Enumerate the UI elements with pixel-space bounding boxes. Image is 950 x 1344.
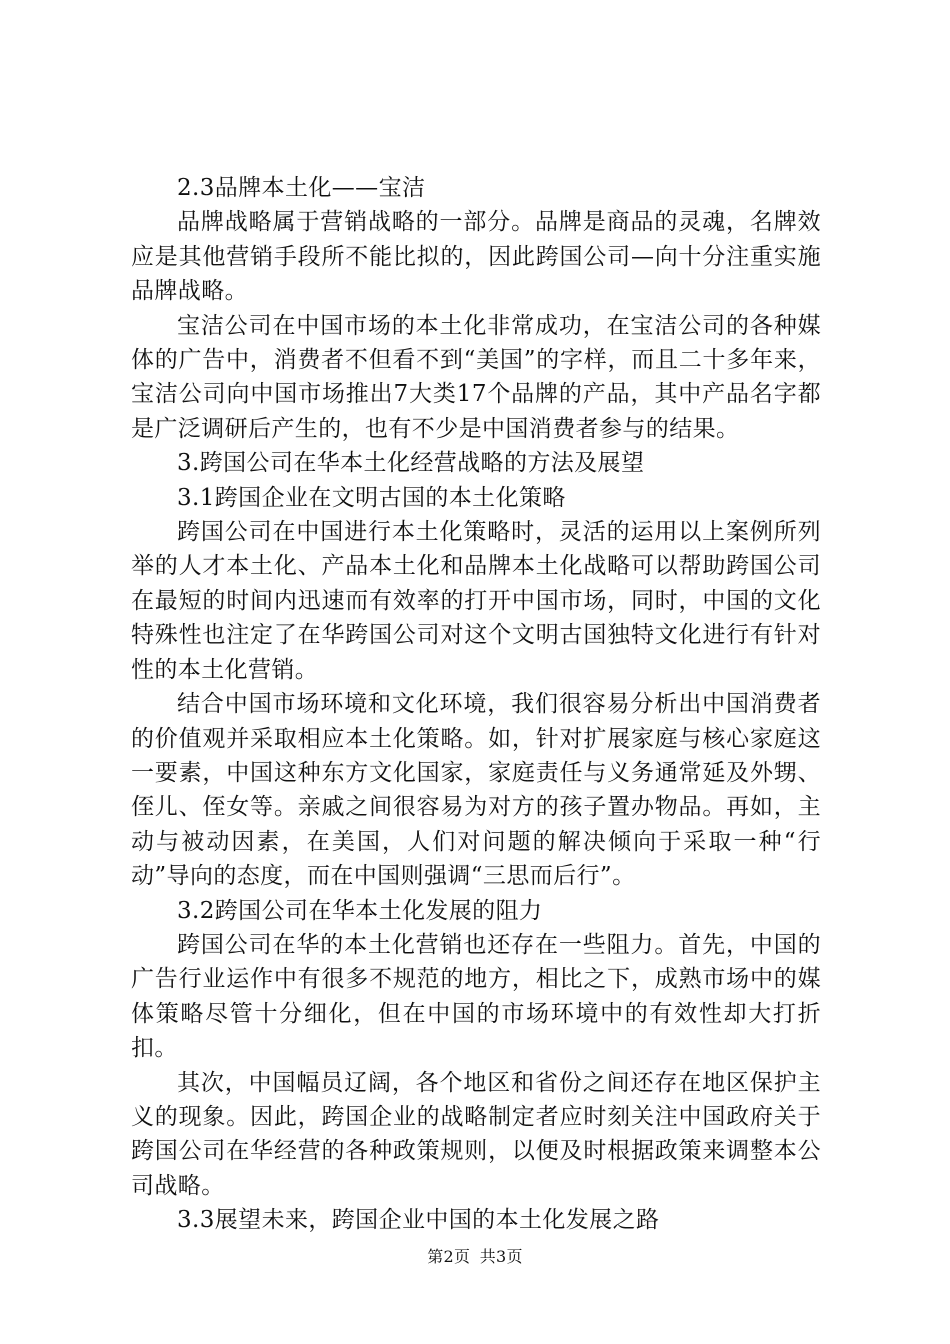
paragraph-localization-strategy: 跨国公司在中国进行本土化策略时，灵活的运用以上案例所列举的人才本土化、产品本土化和品牌本土化战略可以帮助跨国公司在最短的时间内迅速而有效率的打开中国市场，同时，中国的文化特殊性也注定了在华跨国公司对这个文明古国独特文化进行有针对性的本土化营销。 bbox=[131, 519, 821, 683]
paragraph-pg-localization: 宝洁公司在中国市场的本土化非常成功，在宝洁公司的各种媒体的广告中，消费者不但看不到“美国”的字样，而且二十多年来，宝洁公司向中国市场推出7大类17个品牌的产品，其中产品名字都是广泛调研后产生的，也有不少是中国消费者参与的结果。 bbox=[131, 312, 821, 442]
paragraph-obstacles-advertising: 跨国公司在华的本土化营销也还存在一些阻力。首先，中国的广告行业运作中有很多不规范的地方，相比之下，成熟市场中的媒体策略尽管十分细化，但在中国的市场环境中的有效性却大打折扣。 bbox=[131, 931, 821, 1062]
section-heading-3-2: 3.2跨国公司在华本土化发展的阻力 bbox=[177, 897, 543, 924]
section-heading-3: 3.跨国公司在华本土化经营战略的方法及展望 bbox=[177, 450, 645, 477]
page-footer bbox=[0, 1247, 950, 1267]
paragraph-consumer-values: 结合中国市场环境和文化环境，我们很容易分析出中国消费者的价值观并采取相应本土化策略。如，针对扩展家庭与核心家庭这一要素，中国这种东方文化国家，家庭责任与义务通常延及外甥、侄儿、侄女等。亲戚之间很容易为对方的孩子置办物品。再如，主动与被动因素，在美国，人们对问题的解决倾向于采取一种“行动”导向的态度，而在中国则强调“三思而后行”。 bbox=[131, 691, 821, 890]
page-number: 第2页 bbox=[427, 1247, 471, 1266]
section-heading-3-3: 3.3展望未来，跨国企业中国的本土化发展之路 bbox=[177, 1207, 660, 1234]
section-heading-2-3: 2.3品牌本土化——宝洁 bbox=[177, 175, 426, 201]
document-body bbox=[131, 171, 821, 1238]
page-total: 共3页 bbox=[479, 1247, 523, 1266]
paragraph-brand-strategy: 品牌战略属于营销战略的一部分。品牌是商品的灵魂，名牌效应是其他营销手段所不能比拟的，因此跨国公司—向十分注重实施品牌战略。 bbox=[131, 209, 821, 305]
section-heading-3-1: 3.1跨国企业在文明古国的本土化策略 bbox=[177, 484, 566, 511]
paragraph-obstacles-protectionism: 其次，中国幅员辽阔，各个地区和省份之间还存在地区保护主义的现象。因此，跨国企业的战略制定者应时刻关注中国政府关于跨国公司在华经营的各种政策规则，以便及时根据政策来调整本公司战略。 bbox=[131, 1069, 821, 1199]
